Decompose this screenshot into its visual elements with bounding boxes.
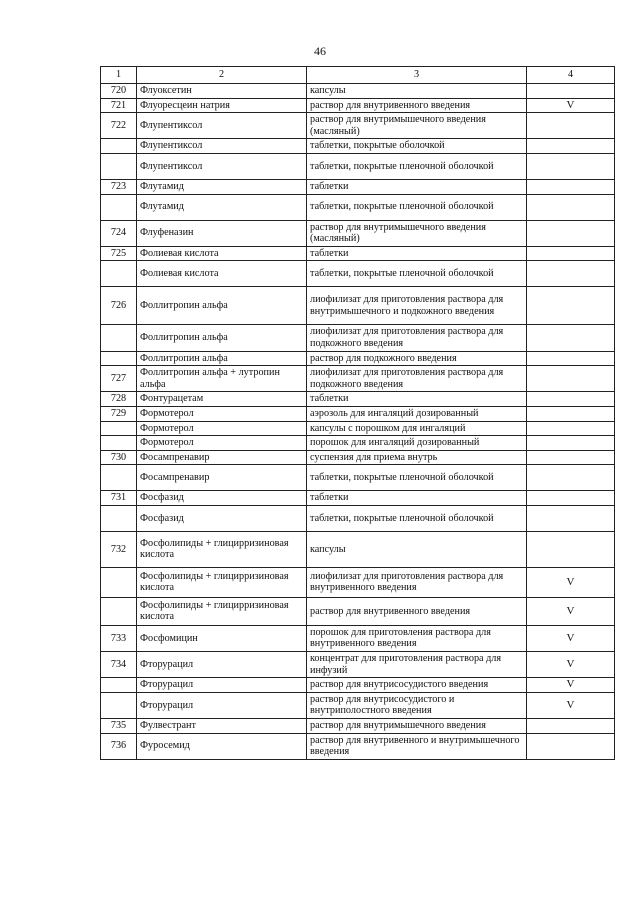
drug-name-cell: Фторурацил [137, 692, 307, 718]
drug-name-cell: Флуоресцеин натрия [137, 98, 307, 113]
row-number-cell: 729 [101, 406, 137, 421]
table-row [101, 421, 615, 436]
dosage-form-cell: раствор для подкожного введения [307, 351, 527, 366]
table-row [101, 113, 615, 139]
column-header-3: 3 [307, 67, 527, 84]
dosage-form-cell: капсулы [307, 84, 527, 99]
dosage-form-cell: таблетки [307, 246, 527, 261]
row-number-cell [101, 261, 137, 287]
dosage-form-cell: суспензия для приема внутрь [307, 450, 527, 465]
drug-name-cell: Фосфазид [137, 491, 307, 506]
table-row [101, 366, 615, 392]
dosage-form-cell: таблетки [307, 392, 527, 407]
dosage-form-cell: лиофилизат для приготовления раствора для внутримышечного и подкожного введения [307, 287, 527, 325]
drug-name-cell: Флупентиксол [137, 139, 307, 154]
mark-cell [527, 450, 615, 465]
mark-cell [527, 436, 615, 451]
row-number-cell [101, 678, 137, 693]
drug-name-cell: Фторурацил [137, 652, 307, 678]
table-row [101, 625, 615, 651]
mark-cell: V [527, 652, 615, 678]
drug-table [100, 66, 615, 760]
table-row [101, 179, 615, 194]
row-number-cell [101, 597, 137, 625]
dosage-form-cell: раствор для внутримышечного введения (масляный) [307, 113, 527, 139]
row-number-cell [101, 153, 137, 179]
dosage-form-cell: таблетки, покрытые пленочной оболочкой [307, 465, 527, 491]
column-header-4: 4 [527, 67, 615, 84]
row-number-cell [101, 139, 137, 154]
mark-cell [527, 406, 615, 421]
row-number-cell [101, 567, 137, 597]
row-number-cell: 733 [101, 625, 137, 651]
row-number-cell: 731 [101, 491, 137, 506]
dosage-form-cell: раствор для внутрисосудистого и внутриполостного введения [307, 692, 527, 718]
row-number-cell: 732 [101, 531, 137, 567]
table-row [101, 406, 615, 421]
drug-name-cell: Фосампренавир [137, 465, 307, 491]
dosage-form-cell: таблетки [307, 179, 527, 194]
row-number-cell [101, 325, 137, 351]
row-number-cell: 720 [101, 84, 137, 99]
dosage-form-cell: порошок для ингаляций дозированный [307, 436, 527, 451]
mark-cell [527, 220, 615, 246]
mark-cell: V [527, 597, 615, 625]
mark-cell [527, 179, 615, 194]
drug-name-cell: Фосампренавир [137, 450, 307, 465]
dosage-form-cell: таблетки, покрытые пленочной оболочкой [307, 261, 527, 287]
row-number-cell: 736 [101, 733, 137, 759]
row-number-cell: 723 [101, 179, 137, 194]
drug-name-cell: Флуфеназин [137, 220, 307, 246]
drug-name-cell: Фосфомицин [137, 625, 307, 651]
page-number: 46 [314, 44, 326, 58]
dosage-form-cell: раствор для внутривенного введения [307, 98, 527, 113]
mark-cell [527, 194, 615, 220]
row-number-cell: 726 [101, 287, 137, 325]
mark-cell [527, 505, 615, 531]
row-number-cell: 727 [101, 366, 137, 392]
table-row [101, 139, 615, 154]
drug-name-cell: Фуросемид [137, 733, 307, 759]
dosage-form-cell: раствор для внутрисосудистого введения [307, 678, 527, 693]
mark-cell [527, 719, 615, 734]
mark-cell [527, 366, 615, 392]
dosage-form-cell: порошок для приготовления раствора для внутривенного введения [307, 625, 527, 651]
drug-name-cell: Фосфолипиды + глицирризиновая кислота [137, 531, 307, 567]
mark-cell [527, 325, 615, 351]
dosage-form-cell: лиофилизат для приготовления раствора для подкожного введения [307, 325, 527, 351]
table-row [101, 567, 615, 597]
mark-cell: V [527, 98, 615, 113]
row-number-cell: 721 [101, 98, 137, 113]
table-row [101, 220, 615, 246]
row-number-cell [101, 505, 137, 531]
dosage-form-cell: концентрат для приготовления раствора для инфузий [307, 652, 527, 678]
column-header-2: 2 [137, 67, 307, 84]
drug-name-cell: Флутамид [137, 179, 307, 194]
table-row [101, 465, 615, 491]
row-number-cell [101, 692, 137, 718]
table-row [101, 194, 615, 220]
drug-name-cell: Фосфазид [137, 505, 307, 531]
table-row [101, 597, 615, 625]
drug-name-cell: Формотерол [137, 406, 307, 421]
drug-name-cell: Флупентиксол [137, 153, 307, 179]
mark-cell: V [527, 625, 615, 651]
mark-cell [527, 733, 615, 759]
dosage-form-cell: раствор для внутримышечного введения [307, 719, 527, 734]
dosage-form-cell: капсулы с порошком для ингаляций [307, 421, 527, 436]
mark-cell [527, 392, 615, 407]
table-row [101, 351, 615, 366]
mark-cell: V [527, 692, 615, 718]
drug-name-cell: Фосфолипиды + глицирризиновая кислота [137, 567, 307, 597]
row-number-cell: 728 [101, 392, 137, 407]
mark-cell [527, 246, 615, 261]
row-number-cell: 730 [101, 450, 137, 465]
table-row [101, 531, 615, 567]
dosage-form-cell: аэрозоль для ингаляций дозированный [307, 406, 527, 421]
table-row [101, 733, 615, 759]
table-row [101, 392, 615, 407]
table-row [101, 153, 615, 179]
row-number-cell [101, 351, 137, 366]
drug-name-cell: Фолиевая кислота [137, 261, 307, 287]
mark-cell [527, 261, 615, 287]
row-number-cell [101, 465, 137, 491]
column-header-1: 1 [101, 67, 137, 84]
dosage-form-cell: таблетки, покрытые пленочной оболочкой [307, 505, 527, 531]
table-row [101, 652, 615, 678]
drug-name-cell: Фосфолипиды + глицирризиновая кислота [137, 597, 307, 625]
row-number-cell [101, 436, 137, 451]
dosage-form-cell: таблетки [307, 491, 527, 506]
dosage-form-cell: лиофилизат для приготовления раствора для подкожного введения [307, 366, 527, 392]
drug-name-cell: Флупентиксол [137, 113, 307, 139]
drug-name-cell: Фонтурацетам [137, 392, 307, 407]
table-row [101, 84, 615, 99]
table-row [101, 325, 615, 351]
table-row [101, 491, 615, 506]
table-row [101, 98, 615, 113]
mark-cell [527, 153, 615, 179]
dosage-form-cell: раствор для внутривенного введения [307, 597, 527, 625]
row-number-cell: 724 [101, 220, 137, 246]
dosage-form-cell: лиофилизат для приготовления раствора для внутривенного введения [307, 567, 527, 597]
table-row [101, 261, 615, 287]
table-row [101, 287, 615, 325]
row-number-cell: 735 [101, 719, 137, 734]
mark-cell: V [527, 567, 615, 597]
mark-cell [527, 531, 615, 567]
mark-cell [527, 351, 615, 366]
row-number-cell [101, 194, 137, 220]
dosage-form-cell: таблетки, покрытые пленочной оболочкой [307, 153, 527, 179]
mark-cell [527, 287, 615, 325]
drug-name-cell: Фулвестрант [137, 719, 307, 734]
mark-cell [527, 465, 615, 491]
mark-cell [527, 84, 615, 99]
drug-name-cell: Формотерол [137, 436, 307, 451]
mark-cell [527, 139, 615, 154]
drug-name-cell: Формотерол [137, 421, 307, 436]
table-row [101, 436, 615, 451]
table-row [101, 678, 615, 693]
mark-cell [527, 491, 615, 506]
mark-cell: V [527, 678, 615, 693]
table-row [101, 692, 615, 718]
dosage-form-cell: раствор для внутримышечного введения (масляный) [307, 220, 527, 246]
table-row [101, 719, 615, 734]
dosage-form-cell: таблетки, покрытые пленочной оболочкой [307, 194, 527, 220]
drug-name-cell: Фоллитропин альфа + лутропин альфа [137, 366, 307, 392]
row-number-cell: 734 [101, 652, 137, 678]
drug-name-cell: Фоллитропин альфа [137, 351, 307, 366]
table-row [101, 450, 615, 465]
drug-name-cell: Фоллитропин альфа [137, 325, 307, 351]
row-number-cell: 722 [101, 113, 137, 139]
drug-name-cell: Фоллитропин альфа [137, 287, 307, 325]
row-number-cell [101, 421, 137, 436]
row-number-cell: 725 [101, 246, 137, 261]
header-row [101, 67, 615, 84]
table-body [101, 84, 615, 760]
dosage-form-cell: раствор для внутривенного и внутримышечного введения [307, 733, 527, 759]
mark-cell [527, 421, 615, 436]
drug-name-cell: Фолиевая кислота [137, 246, 307, 261]
dosage-form-cell: капсулы [307, 531, 527, 567]
drug-name-cell: Фторурацил [137, 678, 307, 693]
drug-name-cell: Флуоксетин [137, 84, 307, 99]
table-row [101, 505, 615, 531]
dosage-form-cell: таблетки, покрытые оболочкой [307, 139, 527, 154]
mark-cell [527, 113, 615, 139]
table-row [101, 246, 615, 261]
drug-name-cell: Флутамид [137, 194, 307, 220]
